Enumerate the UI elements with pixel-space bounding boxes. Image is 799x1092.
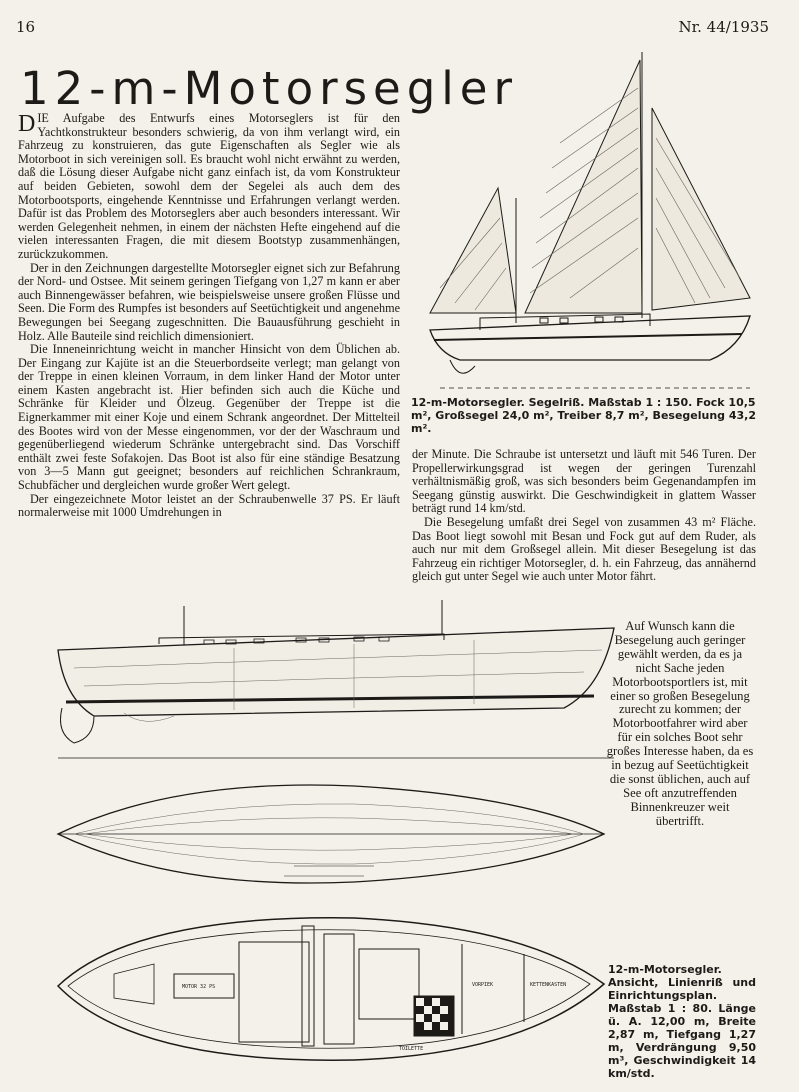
paragraph-4: Der eingezeichnete Motor leistet an der Schraubenwelle 37 PS. Er läuft normalerweise mit 1000 Umdrehungen in (18, 491, 400, 520)
label-kettenkasten: KETTENKASTEN (530, 982, 567, 988)
article-column-narrow: Auf Wunsch kann die Besegelung auch geringer gewählt werden, da es ja nicht Sache jeden Motorbootsportlers ist, mit einer so großen Besegelung zurecht zu kommen; der Motorbootfahrer wird aber für ein solches Boot sehr großes Interesse haben, da es in bezug auf Seetüchtigkeit die sonst üblichen, auch auf See oft anzutreffenden Binnenkreuzer weit übertrifft. (606, 619, 754, 828)
paragraph-5: der Minute. Die Schraube ist untersetzt und läuft mit 546 Turen. Der Propellerwirkungsgrad ist wegen der geringen Turenzahl verhältnismäßig groß, was sich besonders beim Gegenandampfen im Seegang günstig auswirkt. Die Geschwindigkeit in glattem Wasser beträgt rund 14 km/std. (412, 447, 756, 516)
drop-cap: D (18, 111, 36, 137)
article-column-right (412, 448, 756, 584)
lines-plan-drawing (54, 772, 606, 900)
paragraph-6: Die Besegelung umfaßt drei Segel von zusammen 43 m² Fläche. Das Boot liegt sowohl mit Besan und Fock gut auf dem Ruder, als auch nur mit dem Großsegel allein. Mit dieser Besegelung ist das Fahrzeug ein richtiger Motorsegler, d. h. ein Fahrzeug, das annähernd gleich gut unter Segel wie auch unter Motor fährt. (412, 514, 756, 584)
plans-caption: 12-m-Motorsegler. Ansicht, Linienriß und Einrichtungsplan. Maßstab 1 : 80. Länge ü. A. 12,00 m, Breite 2,87 m, Tiefgang 1,27 m, Verdrängung 9,50 m³, Geschwindigkeit 14 km/std. (608, 963, 756, 1080)
issue-number: Nr. 44/1935 (678, 18, 769, 36)
sail-plan-caption: 12-m-Motorsegler. Segelriß. Maßstab 1 : 150. Fock 10,5 m², Großsegel 24,0 m², Treiber 8,7 m², Besegelung 43,2 m². (411, 396, 757, 435)
side-elevation-drawing (54, 598, 618, 766)
label-toilette: TOILETTE (399, 1046, 424, 1052)
label-vorpiek: VORPIEK (472, 982, 494, 988)
paragraph-1: DIE Aufgabe des Entwurfs eines Motorseglers ist für den Yachtkonstrukteur besonders schwierig, da von ihm verlangt wird, ein Fahrzeug zu konstruieren, das gute Eigenschaften als Segler wie als Motorboot in sich vereinigen soll. Es braucht wohl nicht erwähnt zu werden, daß die Lösung dieser Aufgabe nicht ganz einfach ist, da vom Konstrukteur auf beiden Gebieten, sowohl dem der Segelei als auch dem des Motorbootsports, eingehende Kenntnisse und Erfahrungen verlangt werden. Dafür ist das Problem des Motorseglers aber auch besonders interessant. Wir werden Gelegenheit nehmen, in einem der nächsten Hefte eingehend auf die vielen interessanten Fragen, die mit diesem Bootstyp zusammenhängen, zurückzukommen. (18, 111, 400, 261)
page-number: 16 (16, 18, 36, 36)
accommodation-plan-drawing (54, 904, 606, 1090)
article-title: 12-m-Motorsegler (20, 62, 518, 115)
article-column-left (18, 112, 400, 520)
paragraph-2: Der in den Zeichnungen dargestellte Motorsegler eignet sich zur Befahrung der Nord- und Ostsee. Mit seinem geringen Tiefgang von 1,27 m kann er aber auch Binnengewässer befahren, wie beispielsweise unsere großen Flüsse und Seen. Die Form des Rumpfes ist besonders auf Seetüchtigkeit und angenehme Bewegungen bei Seegang zugeschnitten. Die Bauausführung geschieht in Holz. Alle Bauteile sind reichlich dimensioniert. (18, 260, 400, 343)
sail-plan-drawing (420, 48, 760, 390)
label-motor: MOTOR 32 PS (182, 984, 216, 990)
paragraph-3: Die Inneneinrichtung weicht in mancher Hinsicht von dem Üblichen ab. Der Eingang zur Kajüte ist an die Steuerbordseite verlegt; man gelangt von der Treppe in einen kleinen Vorraum, in dem linker Hand der Motor unter einem Kasten angebracht ist. Hier befinden sich auch die Küche und Schränke für Kleider und Ölzeug. Gegenüber der Treppe ist die Eignerkammer mit einer Koje und einem Schrank angeordnet. Der Mittelteil des Bootes wird von der Messe eingenommen, vor der der Waschraum und gegenüberliegend wiederum Schränke untergebracht sind. Das Vorschiff enthält zwei feste Sofakojen. Das Boot ist also für eine ständige Besatzung von 3—5 Mann gut geeignet; besonders auf reichlichen Schrankraum, Schubfächer und dergleichen wurde großer Wert gelegt. (18, 342, 400, 493)
